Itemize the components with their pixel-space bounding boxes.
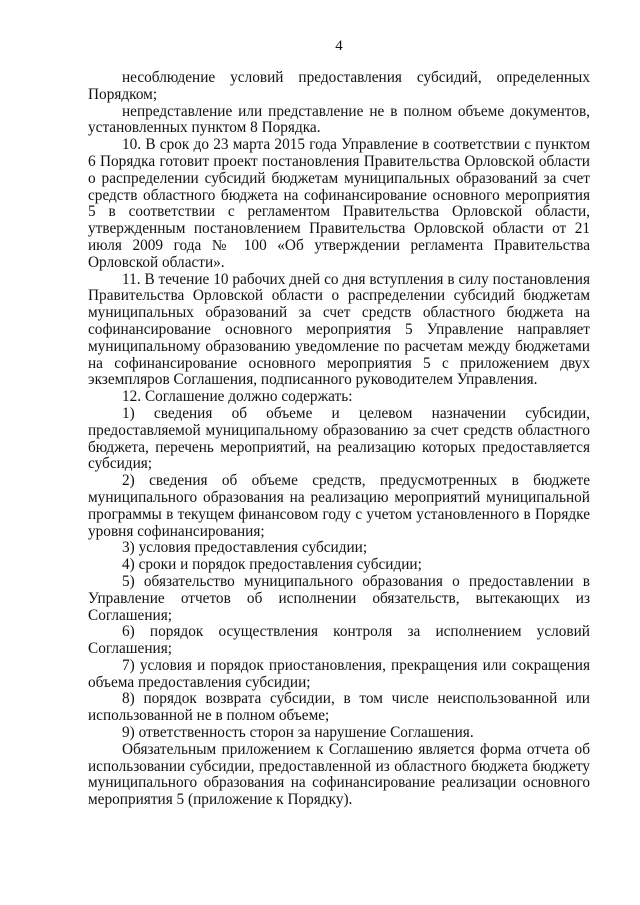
page-number: 4: [335, 38, 343, 54]
paragraph-item-10: 10. В срок до 23 марта 2015 года Управление в соответствии с пунктом 6 Порядка готовит проект постановления Правительства Орловской области о распределении субсидий бюджетам муниципальных образований за счет средств областного бюджета на софинансирование основного мероприятия 5 в соответствии с регламентом Правительства Орловской области, утвержденным постановлением Правительства Орловской области от 21 июля 2009 года № 100 «Об утверждении регламента Правительства Орловской области».: [88, 136, 590, 271]
list-item-1: 1) сведения об объеме и целевом назначении субсидии, предоставляемой муниципальному образованию за счет средств областного бюджета, перечень мероприятий, на реализацию которых предоставляется субсидия;: [88, 404, 590, 473]
list-item-3: 3) условия предоставления субсидии;: [122, 539, 368, 557]
paragraph-item-12: 12. Соглашение должно содержать:: [122, 388, 353, 406]
paragraph-nonobservance: несоблюдение условий предоставления субсидий, определенных Порядком;: [88, 69, 590, 103]
list-item-8: 8) порядок возврата субсидии, в том числе неиспользованной или использованной не в полном объеме;: [88, 690, 590, 725]
list-item-2: 2) сведения об объеме средств, предусмотренных в бюджете муниципального образования на реализацию мероприятий муниципальной программы в текущем финансовом году с учетом установленного в Порядке уровня софинансирования;: [88, 472, 590, 540]
paragraph-nonsubmission: непредставление или представление не в полном объеме документов, установленных пунктом 8 Порядка.: [88, 102, 590, 137]
paragraph-item-11: 11. В течение 10 рабочих дней со дня вступления в силу постановления Правительства Орловской области о распределении субсидий бюджетам муниципальных образований за счет средств областного бюджета на софинансирование основного мероприятия 5 Управление направляет муниципальному образованию уведомление по расчетам между бюджетами на софинансирование основного мероприятия 5 с приложением двух экземпляров Соглашения, подписанного руководителем Управления.: [88, 270, 590, 389]
list-item-4: 4) сроки и порядок предоставления субсидии;: [122, 556, 422, 574]
list-item-7: 7) условия и порядок приостановления, прекращения или сокращения объема предоставления субсидии;: [88, 656, 590, 691]
list-item-5: 5) обязательство муниципального образования о предоставлении в Управление отчетов об исполнении обязательств, вытекающих из Соглашения;: [88, 572, 590, 624]
paragraph-mandatory-appendix: Обязательным приложением к Соглашению является форма отчета об использовании субсидии, предоставленной из областного бюджета бюджету муниципального образования на софинансирование реализации основного мероприятия 5 (приложение к Порядку).: [88, 740, 590, 809]
list-item-6: 6) порядок осуществления контроля за исполнением условий Соглашения;: [88, 623, 590, 658]
list-item-9: 9) ответственность сторон за нарушение Соглашения.: [122, 724, 474, 742]
